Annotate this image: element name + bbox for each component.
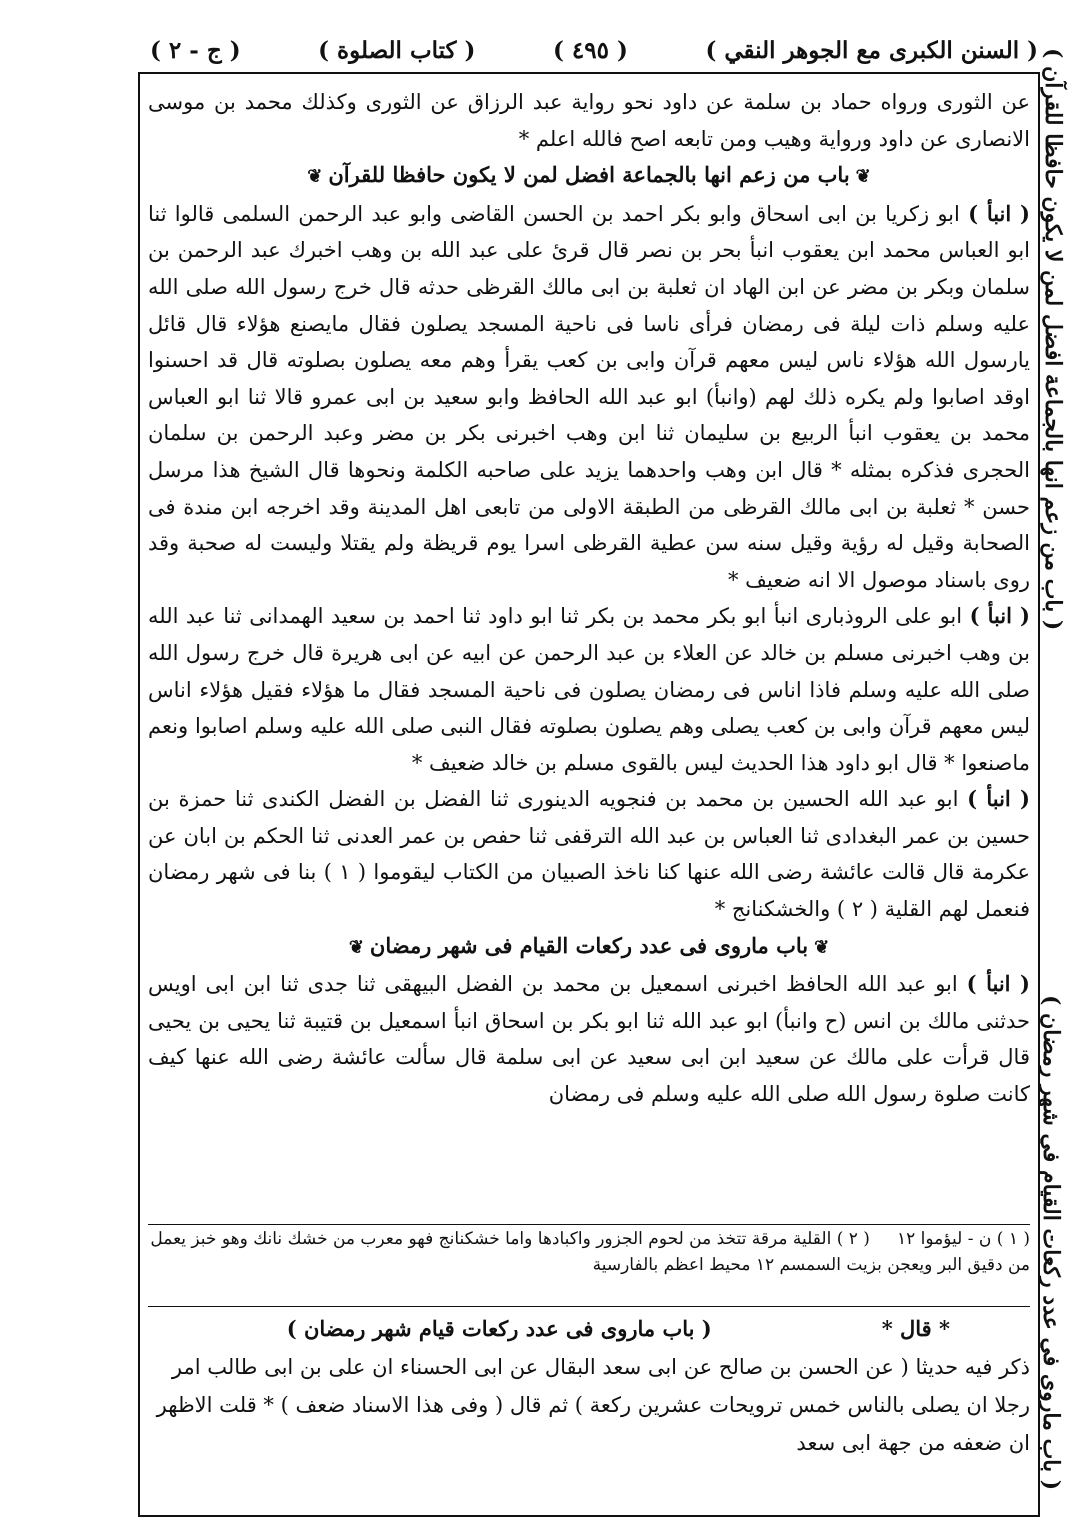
commentary-section-title: ( باب ماروى فى عدد ركعات قيام شهر رمضان ): [286, 1316, 712, 1341]
anba-marker: ( انبأ ): [968, 200, 1030, 226]
anba-marker: ( انبأ ): [966, 971, 1030, 997]
section-heading-2: ❦باب ماروى فى عدد ركعات القيام فى شهر رمضان❦: [148, 928, 1030, 967]
footnote-rule: [148, 1224, 1030, 1225]
header-title: ( السنن الكبرى مع الجوهر النقي ): [705, 36, 1038, 64]
commentary-heading: [148, 1310, 1030, 1348]
header-page-number: ( ٤٩٥ ): [553, 36, 628, 64]
anba-marker: ( انبأ ): [969, 603, 1030, 629]
margin-note-top: ( باب من زعم انها بالجماعة افضل لمن لا يكون حافظا للقرآن ): [1040, 47, 1066, 630]
running-header: [150, 28, 1038, 72]
section-heading-1: ❦باب من زعم انها بالجماعة افضل لمن لا يكون حافظا للقرآن❦: [148, 157, 1030, 196]
commentary: [148, 1310, 1030, 1510]
ornament-icon: ❦: [855, 166, 871, 188]
footnote-line: [148, 1226, 1030, 1278]
header-book: ( كتاب الصلوة ): [318, 36, 476, 64]
header-volume: ( ج - ٢ ): [150, 36, 241, 64]
paragraph-4: ( انبأ ) ابو عبد الله الحافظ اخبرنى اسمعيل بن محمد بن الفضل البيهقى ثنا جدى ثنا ابن ابى اويس حدثنى مالك بن انس (ح وانبأ) ابو عبد الله ثنا ابو بكر بن اسحاق انبأ اسمعيل بن قتيبة ثنا يحيى بن يحيى قال قرأت على مالك عن سعيد ابن ابى سعيد عن ابى سلمة قال سألت عائشة رضى الله عنها كيف كانت صلوة رسول الله صلى الله عليه وسلم فى رمضان: [148, 971, 1030, 1107]
ornament-icon: ❦: [348, 936, 364, 958]
footnotes: [148, 1226, 1030, 1306]
margin-note-bottom: ( باب ماروى في عدد ركعات القيام في شهر رمضان ): [1038, 994, 1064, 1490]
qala-label: * قال *: [881, 1316, 950, 1341]
intro-paragraph: عن الثورى ورواه حماد بن سلمة عن داود نحو رواية عبد الرزاق عن الثورى وكذلك محمد بن موسى الانصارى عن داود ورواية وهيب ومن تابعه اصح فالله اعلم *: [148, 90, 1030, 151]
footnote-2: ( ٢ ) القلية مرقة تتخذ من لحوم الجزور واكبادها واما خشكنانج فهو معرب من خشك نانك وهو خبز يعمل من دقيق البر ويعجن بزيت السمسم ١٢ محيط اعظم بالفارسية: [150, 1229, 1030, 1275]
ornament-icon: ❦: [814, 936, 830, 958]
anba-marker: ( انبأ ): [967, 786, 1030, 812]
ornament-icon: ❦: [307, 166, 323, 188]
commentary-text: ذكر فيه حديثا ( عن الحسن بن صالح عن ابى سعد البقال عن ابى الحسناء ان على بن ابى طالب امر رجلا ان يصلى بالناس خمس ترويحات عشرين ركعة ) ثم قال ( وفى هذا الاسناد ضعف ) * قلت الاظهر ان ضعفه من جهة ابى سعد: [156, 1355, 1030, 1455]
paragraph-1: ( انبأ ) ابو زكريا بن ابى اسحاق وابو بكر احمد بن الحسن القاضى وابو عبد الرحمن السلمى قالوا ثنا ابو العباس محمد ابن يعقوب انبأ بحر بن نصر قال قرئ على عبد الله بن وهب اخبرك عبد الرحمن بن سلمان وبكر بن مضر عن ابن الهاد ان ثعلبة بن ابى مالك القرظى حدثه قال خرج رسول الله صلى الله عليه وسلم ذات ليلة فى رمضان فرأى ناسا فى ناحية المسجد يصلون فقال مايصنع هؤلاء قال قائل يارسول الله هؤلاء ناس ليس معهم قرآن وابى بن كعب يقرأ وهم معه يصلون بصلوته قال قد احسنوا اوقد اصابوا ولم يكره ذلك لهم (وانبأ) ابو عبد الله الحافظ وابو سعيد بن ابى عمرو قالا ثنا ابو العباس محمد بن يعقوب انبأ الربيع بن سليمان ثنا ابن وهب اخبرنى بكر بن مضر وعبد الرحمن بن سلمان الحجرى فذكره بمثله * قال ابن وهب واحدهما يزيد على صاحبه الكلمة ونحوها قال الشيخ هذا مرسل حسن * ثعلبة بن ابى مالك القرظى من الطبقة الاولى من تابعى اهل المدينة وقد اخرجه ابن مندة فى الصحابة وقيل له رؤية وقيل سنه سن عطية القرظى اسرا يوم قريظة ولم يقتلا وليست له صحبة وقد روى باسناد موصول الا انه ضعيف *: [148, 200, 1030, 592]
paragraph-3: ( انبأ ) ابو عبد الله الحسين بن محمد بن فنجويه الدينورى ثنا الفضل بن الفضل الكندى ثنا حمزة بن حسين بن عمر البغدادى ثنا العباس بن عبد الله الترقفى ثنا حفص بن عمر العدنى ثنا الحكم بن ابان عن عكرمة قال قالت عائشة رضى الله عنها كنا ناخذ الصبيان من الكتاب ليقوموا ( ١ ) بنا فى شهر رمضان فنعمل لهم القلية ( ٢ ) والخشكنانج *: [148, 786, 1031, 922]
commentary-rule: [148, 1306, 1030, 1307]
paragraph-2: ( انبأ ) ابو على الروذبارى انبأ ابو بكر محمد بن بكر ثنا ابو داود ثنا احمد بن سعيد الهمدانى ثنا عبد الله بن وهب اخبرنى مسلم بن خالد عن العلاء بن عبد الرحمن عن ابيه عن ابى هريرة قال خرج رسول الله صلى الله عليه وسلم فاذا اناس فى رمضان يصلون فى ناحية المسجد فقال ما هؤلاء فقيل هؤلاء اناس ليس معهم قرآن وابى بن كعب يصلى وهم يصلون بصلوته فقال النبى صلى الله عليه وسلم اصابوا ونعم ماصنعوا * قال ابو داود هذا الحديث ليس بالقوى مسلم بن خالد ضعيف *: [148, 603, 1030, 775]
main-text: [148, 84, 1030, 1226]
footnote-1: ( ١ ) ن - ليؤموا ١٢: [896, 1229, 1030, 1249]
